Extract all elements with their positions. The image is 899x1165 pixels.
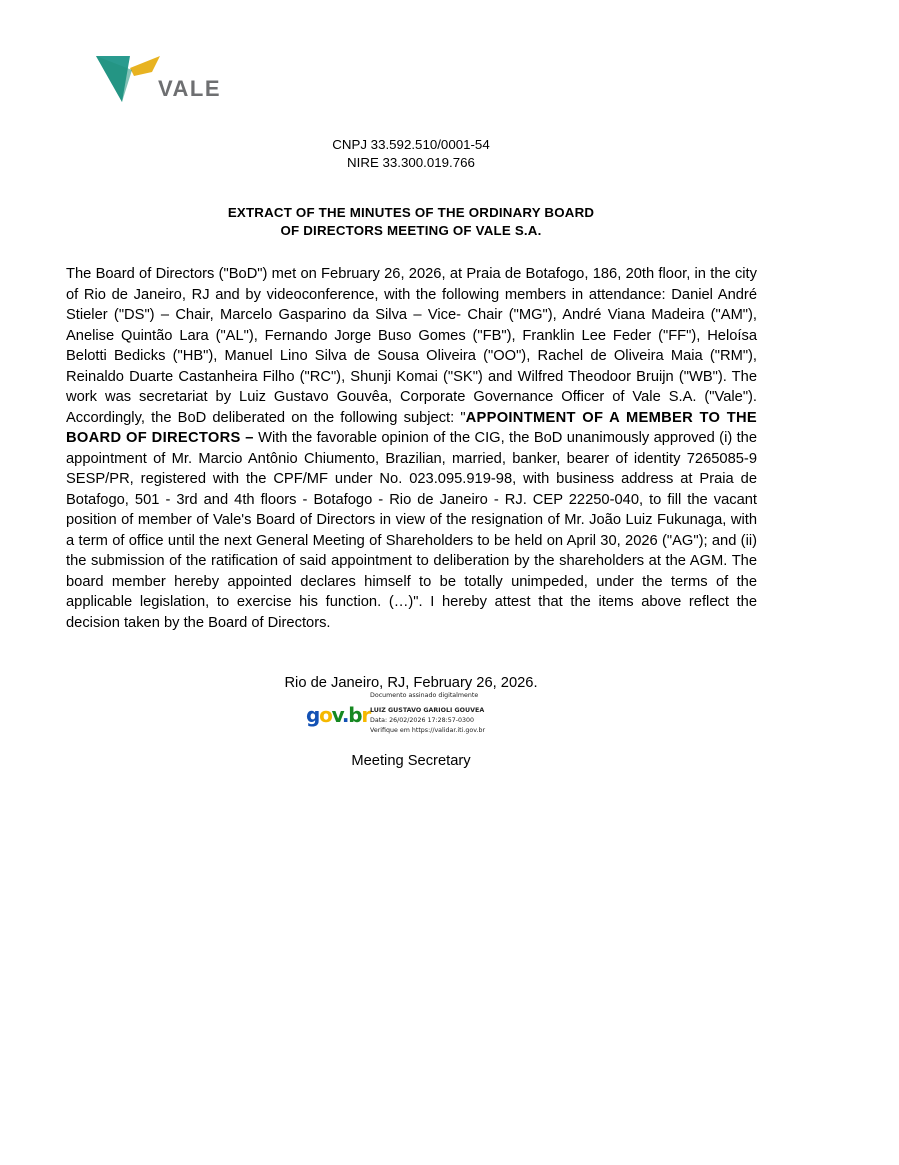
minutes-body <box>66 264 757 633</box>
place-and-date: Rio de Janeiro, RJ, February 26, 2026. <box>284 675 538 691</box>
govbr-logo: gov.br <box>306 703 371 727</box>
body-part-1: The Board of Directors ("BoD") met on February 26, 2026, at Praia de Botafogo, 186, 20th floor, in the city of Rio de Janeiro, RJ and by videoconference, with the following members in attendance: Daniel André Stieler ("DS") – Chair, Marcelo Gasparino da Silva – Vice- Chair ("MG"), André Viana Madeira ("AM"), Anelise Quintão Lara ("AL"), Fernando Jorge Buso Gomes ("FB"), Franklin Lee Feder ("FF"), Heloísa Belotti Bedicks ("HB"), Manuel Lino Silva de Sousa Oliveira ("OO"), Rachel de Oliveira Maia ("RM"), Reinaldo Duarte Castanheira Filho ("RC"), Shunji Komai ("SK") and Wilfred Theodoor Bruijn ("WB"). The work was secretariat by Luiz Gustavo Gouvêa, Corporate Governance Officer of Vale S.A. ("Vale"). Accordingly, the BoD deliberated on the following subject: " <box>66 266 757 426</box>
signature-verify-link[interactable]: Verifique em https://validar.iti.gov.br <box>370 727 486 734</box>
vale-logo <box>94 52 224 108</box>
vale-logo-text: VALE <box>158 76 222 101</box>
signer-role: Meeting Secretary <box>351 753 471 769</box>
body-bold-subject: APPOINTMENT OF A MEMBER TO THE BOARD OF DIRECTORS – <box>66 409 757 446</box>
digital-signature-stamp <box>304 692 524 740</box>
cnpj-number: CNPJ 33.592.510/0001-54 <box>332 137 490 152</box>
signature-caption: Documento assinado digitalmente <box>370 692 479 699</box>
signature-date: Data: 26/02/2026 17:28:57-0300 <box>370 717 475 724</box>
signer-name: LUIZ GUSTAVO GARIOLI GOUVEA <box>370 707 485 714</box>
nire-number: NIRE 33.300.019.766 <box>347 155 475 170</box>
vale-logo-mark <box>94 52 160 106</box>
body-part-2: With the favorable opinion of the CIG, the BoD unanimously approved (i) the appointment of Mr. Marcio Antônio Chiumento, Brazilian, married, banker, bearer of identity 7265085-9 SESP/PR, registered with the CPF/MF under No. 023.095.919-98, with business address at Praia de Botafogo, 501 - 3rd and 4th floors - Botafogo - Rio de Janeiro - RJ. CEP 22250-040, to fill the vacant position of member of Vale's Board of Directors in view of the resignation of Mr. João Luiz Fukunaga, with a term of office until the next General Meeting of Shareholders to be held on April 30, 2026 ("AG"); and (ii) the submission of the ratification of said appointment to deliberation by the shareholders at the AGM. The board member hereby appointed declares himself to be totally unimpeded, under the terms of the applicable legislation, to exercise his function. (…)". I hereby attest that the items above reflect the decision taken by the Board of Directors. <box>66 430 758 631</box>
document-title <box>150 204 672 239</box>
title-line-1: EXTRACT OF THE MINUTES OF THE ORDINARY BOARD <box>227 205 595 220</box>
title-line-2: OF DIRECTORS MEETING OF VALE S.A. <box>280 222 542 238</box>
